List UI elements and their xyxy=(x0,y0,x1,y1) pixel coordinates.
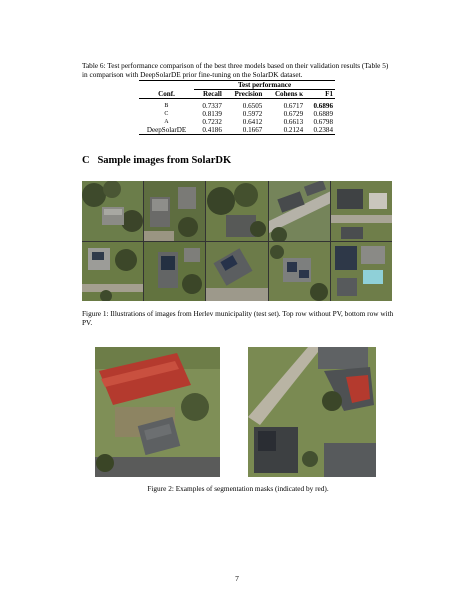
aerial-image-tile xyxy=(206,181,267,241)
segmentation-example-left xyxy=(95,347,220,477)
col-precision: Precision xyxy=(224,90,264,99)
aerial-image-tile xyxy=(82,242,143,302)
col-f1: F1 xyxy=(305,90,335,99)
section-number: C xyxy=(82,155,90,166)
col-recall: Recall xyxy=(194,90,224,99)
aerial-image-tile xyxy=(144,242,205,302)
figure1-image-grid xyxy=(82,181,392,301)
results-table xyxy=(139,80,335,135)
aerial-image-tile xyxy=(144,181,205,241)
table-row: C 0.8139 0.5972 0.6729 0.6889 xyxy=(164,109,333,118)
segmentation-example-right xyxy=(248,347,376,477)
aerial-image-tile xyxy=(269,242,330,302)
aerial-image-tile xyxy=(331,242,392,302)
aerial-image-tile xyxy=(82,181,143,241)
aerial-image-tile xyxy=(331,181,392,241)
figure2-caption: Figure 2: Examples of segmentation masks (indicated by red). xyxy=(147,484,329,493)
section-title: Sample images from SolarDK xyxy=(97,155,232,166)
table-caption: Table 6: Test performance comparison of the best three models based on their validation results (Table 5) in comparison with DeepSolarDE prior fine-tuning on the SolarDK dataset. xyxy=(82,61,389,79)
table-group-header: Test performance xyxy=(194,81,335,90)
aerial-image-tile xyxy=(206,242,267,302)
col-conf: Conf. xyxy=(139,90,194,99)
page-number: 7 xyxy=(235,574,239,583)
table-empty-head xyxy=(139,81,194,90)
figure1-caption: Figure 1: Illustrations of images from Herlev municipality (test set). Top row without PV, bottom row with PV. xyxy=(82,309,394,327)
aerial-image-tile xyxy=(269,181,330,241)
table-row: B 0.7337 0.6505 0.6717 0.6896 xyxy=(164,101,333,110)
section-heading xyxy=(82,155,231,166)
table-row: DeepSolarDE 0.4186 0.1667 0.2124 0.2384 xyxy=(139,126,335,135)
table-row: A 0.7232 0.6412 0.6613 0.6798 xyxy=(164,117,333,126)
col-kappa: Cohens κ xyxy=(264,90,305,99)
